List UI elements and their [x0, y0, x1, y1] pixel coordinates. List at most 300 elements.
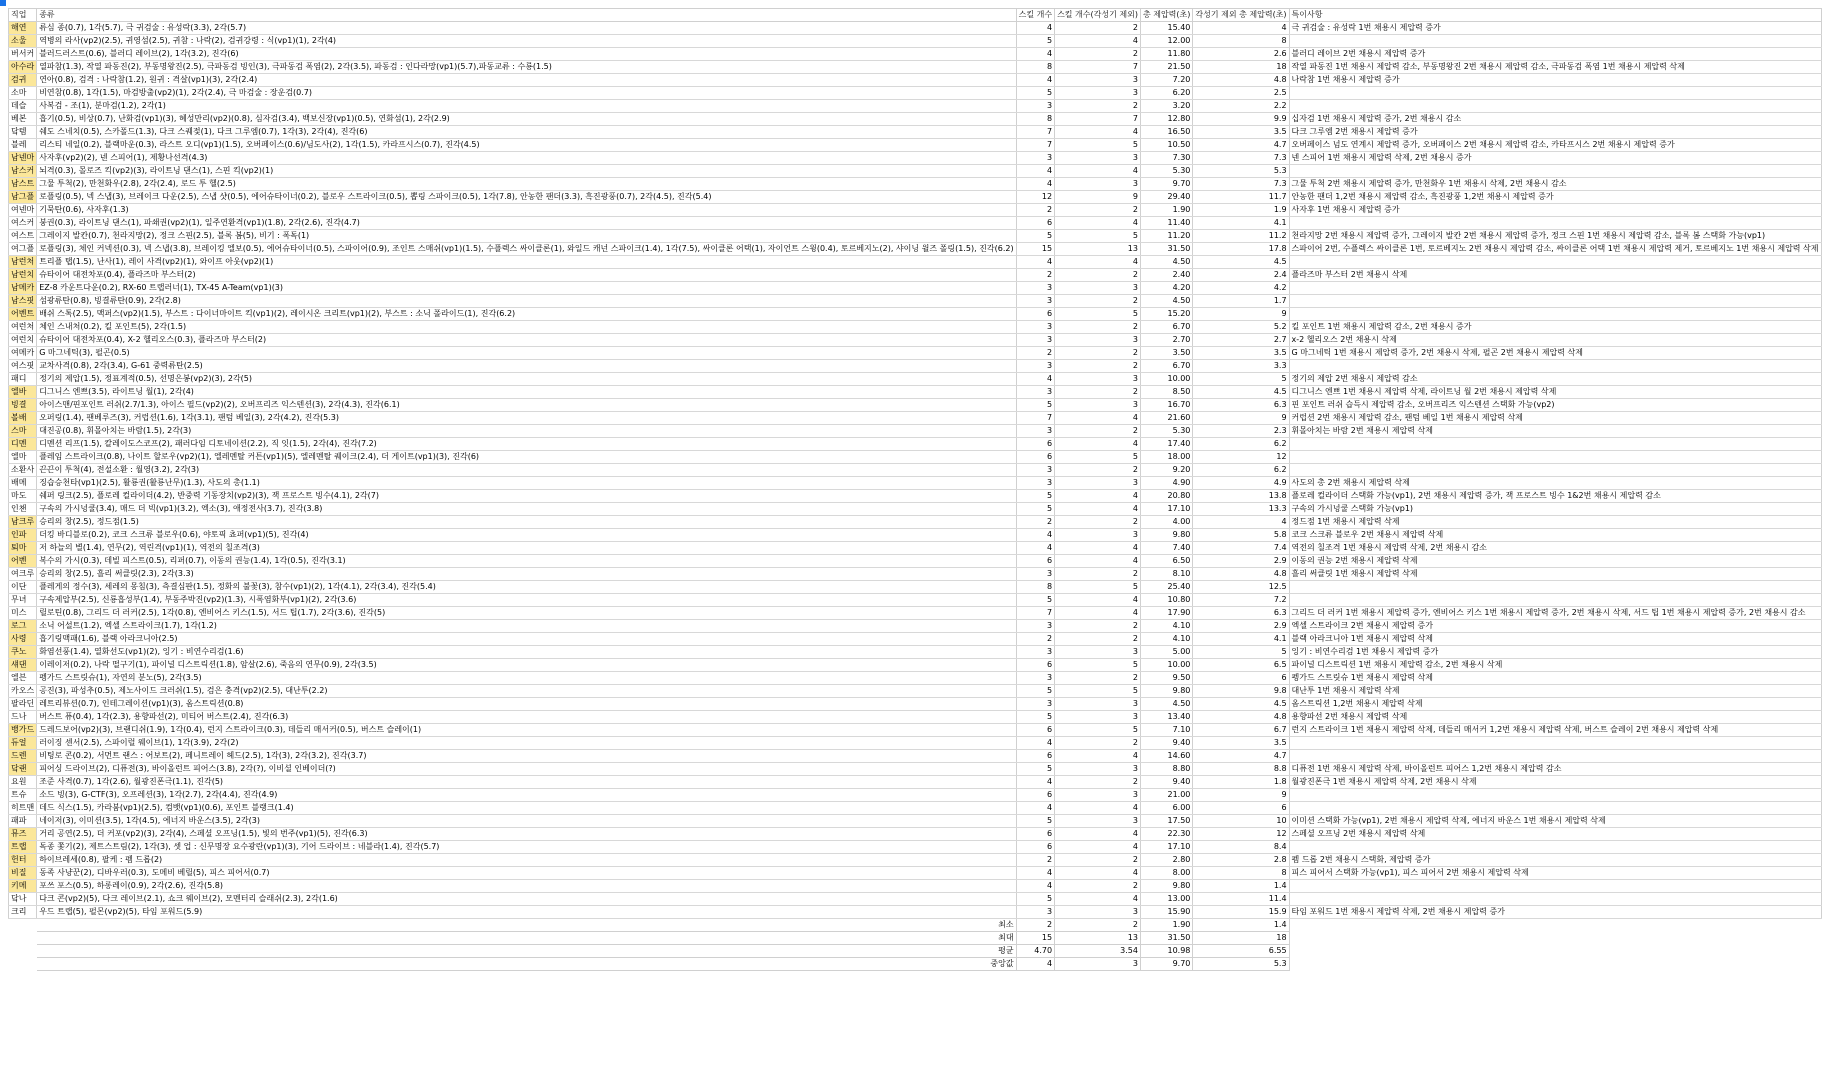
cell-job[interactable]: 드렌: [9, 750, 37, 763]
cell-job[interactable]: 헌터: [9, 854, 37, 867]
cell-job[interactable]: 패파: [9, 815, 37, 828]
cell-note[interactable]: [1289, 789, 1821, 802]
cell-skills-ex[interactable]: 2: [1055, 776, 1141, 789]
cell-skills[interactable]: 2: [1016, 516, 1054, 529]
cell-kinds[interactable]: 슈타이어 대전차포(0.4), X-2 헬리오스(0.3), 플라즈마 부스터(2): [37, 334, 1016, 347]
cell-note[interactable]: 구속의 가시넝쿨 스택화 가능(vp1): [1289, 503, 1821, 516]
cell-note[interactable]: [1289, 295, 1821, 308]
cell-total-ex[interactable]: 6.2: [1193, 438, 1289, 451]
cell-note[interactable]: 넨 스피어 1번 채용시 제압력 삭제, 2번 채용시 증가: [1289, 152, 1821, 165]
cell-job[interactable]: 아수라: [9, 61, 37, 74]
cell-total[interactable]: 10.80: [1140, 594, 1192, 607]
cell-skills-ex[interactable]: 4: [1055, 607, 1141, 620]
cell-total[interactable]: 17.10: [1140, 503, 1192, 516]
cell-skills[interactable]: 4: [1016, 867, 1054, 880]
cell-skills-ex[interactable]: 3: [1055, 789, 1141, 802]
cell-skills-ex[interactable]: 2: [1055, 295, 1141, 308]
cell-skills[interactable]: 2: [1016, 347, 1054, 360]
cell-skills[interactable]: 2: [1016, 633, 1054, 646]
cell-total[interactable]: 9.70: [1140, 178, 1192, 191]
cell-job[interactable]: 드나: [9, 711, 37, 724]
cell-skills[interactable]: 4: [1016, 74, 1054, 87]
cell-kinds[interactable]: G 마그네틱(3), 펄곤(0.5): [37, 347, 1016, 360]
cell-job[interactable]: 여스트: [9, 230, 37, 243]
cell-job[interactable]: 여크루: [9, 568, 37, 581]
cell-total[interactable]: 7.10: [1140, 724, 1192, 737]
cell-skills-ex[interactable]: 13: [1055, 243, 1141, 256]
cell-kinds[interactable]: 구속의 가시넝쿨(3.4), 매드 더 빅(vp1)(3.2), 엑소(3), 애정전사(3.7), 진각(3.8): [37, 503, 1016, 516]
summary-total-ex[interactable]: 5.3: [1193, 958, 1289, 971]
cell-skills[interactable]: 6: [1016, 659, 1054, 672]
cell-job[interactable]: 남런치: [9, 269, 37, 282]
cell-note[interactable]: 엑셀 스트라이크 2번 채용시 제압력 증가: [1289, 620, 1821, 633]
cell-total-ex[interactable]: 7.4: [1193, 542, 1289, 555]
cell-total-ex[interactable]: 2.9: [1193, 620, 1289, 633]
cell-skills[interactable]: 5: [1016, 711, 1054, 724]
cell-total-ex[interactable]: 8: [1193, 867, 1289, 880]
cell-skills[interactable]: 4: [1016, 373, 1054, 386]
cell-skills-ex[interactable]: 2: [1055, 620, 1141, 633]
cell-job[interactable]: 이단: [9, 581, 37, 594]
cell-job[interactable]: 크리: [9, 906, 37, 919]
cell-skills-ex[interactable]: 4: [1055, 828, 1141, 841]
cell-kinds[interactable]: 펭가드 스트릿슈(1), 자연의 분노(5), 2각(3.5): [37, 672, 1016, 685]
cell-kinds[interactable]: 쉐퍼 링크(2.5), 플로레 컬라이더(4.2), 반중력 기동장치(vp2)(3), 잭 프로스트 빙수(4.1), 2각(7): [37, 490, 1016, 503]
cell-total-ex[interactable]: 7.3: [1193, 178, 1289, 191]
cell-note[interactable]: [1289, 880, 1821, 893]
cell-skills[interactable]: 5: [1016, 87, 1054, 100]
cell-total[interactable]: 5.30: [1140, 425, 1192, 438]
cell-blank[interactable]: [9, 932, 37, 945]
cell-skills-ex[interactable]: 2: [1055, 22, 1141, 35]
cell-job[interactable]: 남런처: [9, 256, 37, 269]
cell-total[interactable]: 6.20: [1140, 87, 1192, 100]
cell-total-ex[interactable]: 9: [1193, 412, 1289, 425]
cell-total-ex[interactable]: 6.3: [1193, 399, 1289, 412]
cell-skills-ex[interactable]: 3: [1055, 152, 1141, 165]
cell-job[interactable]: 여런처: [9, 321, 37, 334]
cell-note[interactable]: [1289, 35, 1821, 48]
cell-skills-ex[interactable]: 7: [1055, 113, 1141, 126]
cell-total[interactable]: 15.90: [1140, 906, 1192, 919]
cell-skills-ex[interactable]: 4: [1055, 217, 1141, 230]
cell-kinds[interactable]: 복수의 가시(0.3), 데빌 피스트(0.5), 리퍼(0.7), 이동의 권능(1.4), 1각(0.5), 진각(3.1): [37, 555, 1016, 568]
cell-skills[interactable]: 5: [1016, 815, 1054, 828]
cell-total[interactable]: 11.80: [1140, 48, 1192, 61]
cell-total[interactable]: 4.50: [1140, 256, 1192, 269]
cell-kinds[interactable]: 연아(0.8), 검격 : 나락참(1.2), 원귀 : 격살(vp1)(3), 2각(2.4): [37, 74, 1016, 87]
cell-note[interactable]: [1289, 594, 1821, 607]
cell-total-ex[interactable]: 6.7: [1193, 724, 1289, 737]
cell-skills-ex[interactable]: 3: [1055, 87, 1141, 100]
cell-job[interactable]: 남메카: [9, 282, 37, 295]
cell-job[interactable]: 디멘: [9, 438, 37, 451]
cell-kinds[interactable]: 붕권(0.3), 라이트닝 댄스(1), 파쇄권(vp2)(1), 일주연환격(vp1)(1.8), 2각(2.6), 진각(4.7): [37, 217, 1016, 230]
cell-note[interactable]: 스페셜 오프닝 2번 채용시 제압력 삭제: [1289, 828, 1821, 841]
cell-job[interactable]: 버서커: [9, 48, 37, 61]
cell-skills-ex[interactable]: 4: [1055, 490, 1141, 503]
cell-note[interactable]: 그리드 더 러커 1번 채용시 제압력 증가, 엔비어스 키스 1번 채용시 제압력 증가, 2번 채용시 삭제, 서드 팁 1번 채용시 제압력 증가, 2번 채용시 감소: [1289, 607, 1821, 620]
cell-note[interactable]: 옴스트릭션 1,2번 채용시 제압력 삭제: [1289, 698, 1821, 711]
cell-total-ex[interactable]: 3.3: [1193, 360, 1289, 373]
cell-note[interactable]: 십자검 1번 채용시 제압력 증가, 2번 채용시 감소: [1289, 113, 1821, 126]
cell-job[interactable]: 로그: [9, 620, 37, 633]
cell-kinds[interactable]: 구속제압부(2.5), 신룡흡성부(1.4), 부동주박진(vp2)(1.3), 시폭염화부(vp1)(2), 2각(3.6): [37, 594, 1016, 607]
cell-kinds[interactable]: 더킹 바디블로(0.2), 코크 스크류 블로우(0.6), 야토픽 쵸퍼(vp1)(5), 진각(4): [37, 529, 1016, 542]
cell-note[interactable]: 대난투 1번 채용시 제압력 삭제: [1289, 685, 1821, 698]
cell-kinds[interactable]: 체인 스내처(0.2), 킬 포인트(5), 2각(1.5): [37, 321, 1016, 334]
cell-skills[interactable]: 5: [1016, 594, 1054, 607]
cell-skills[interactable]: 3: [1016, 334, 1054, 347]
cell-skills[interactable]: 3: [1016, 568, 1054, 581]
cell-skills[interactable]: 3: [1016, 282, 1054, 295]
cell-job[interactable]: 여넨마: [9, 204, 37, 217]
cell-job[interactable]: 인챈: [9, 503, 37, 516]
cell-total[interactable]: 9.80: [1140, 685, 1192, 698]
cell-note[interactable]: 사도의 총 2번 채용시 제압력 삭제: [1289, 477, 1821, 490]
cell-kinds[interactable]: 류심 종(0.7), 1각(5.7), 극 귀검술 : 유성락(3.3), 2각(5.7): [37, 22, 1016, 35]
cell-skills-ex[interactable]: 2: [1055, 464, 1141, 477]
cell-kinds[interactable]: 소드 빙(3), G-CTF(3), 오프레션(3), 1각(2.7), 2각(4.4), 진각(4.9): [37, 789, 1016, 802]
cell-kinds[interactable]: 뇌격(0.3), 몰로즈 킥(vp2)(3), 라이트닝 댄스(1), 스핀 킥(vp2)(1): [37, 165, 1016, 178]
summary-label[interactable]: 최대: [37, 932, 1016, 945]
cell-note[interactable]: [1289, 893, 1821, 906]
cell-total[interactable]: 11.40: [1140, 217, 1192, 230]
cell-total-ex[interactable]: 1.7: [1193, 295, 1289, 308]
cell-skills-ex[interactable]: 2: [1055, 672, 1141, 685]
cell-skills-ex[interactable]: 4: [1055, 126, 1141, 139]
cell-skills-ex[interactable]: 4: [1055, 750, 1141, 763]
cell-kinds[interactable]: 플레게의 정수(3), 세레의 몽침(3), 측결심판(1.5), 정화의 불꽃(3), 참수(vp1)(2), 1각(4.1), 2각(3.4), 진각(5.4): [37, 581, 1016, 594]
cell-skills[interactable]: 3: [1016, 906, 1054, 919]
cell-skills-ex[interactable]: 4: [1055, 438, 1141, 451]
cell-total-ex[interactable]: 4.5: [1193, 256, 1289, 269]
cell-total[interactable]: 4.00: [1140, 516, 1192, 529]
cell-blank[interactable]: [1289, 958, 1821, 971]
cell-skills-ex[interactable]: 3: [1055, 763, 1141, 776]
cell-skills[interactable]: 3: [1016, 646, 1054, 659]
cell-kinds[interactable]: 사복검 - 조(1), 분마검(1.2), 2각(1): [37, 100, 1016, 113]
cell-kinds[interactable]: 이레이저(0.2), 나락 떨구기(1), 파이널 디스트릭션(1.8), 암살(2.6), 죽음의 연무(0.9), 2각(3.5): [37, 659, 1016, 672]
cell-kinds[interactable]: 로플링(3), 체인 커넥션(0.3), 넥 스냅(3.8), 브레이킹 엘보(0.5), 에어슈타이너(0.5), 스파이어(0.9), 조인트 스매쉬(vp1)(1.5), 수플렉스 싸이클론(1), 와일드 캐넌 스파이크(1.4), 1각(7.5), 싸이클론 어택(1), 자이언트 스윙(0.4), 토르베지노(2), 샤이닝 윌즈 폴링(1.5), 진각(6.2): [37, 243, 1016, 256]
cell-blank[interactable]: [9, 945, 37, 958]
cell-note[interactable]: 이미션 스택화 가능(vp1), 2번 채용시 제압력 삭제, 에너지 바운스 1번 채용시 제압력 삭제: [1289, 815, 1821, 828]
cell-note[interactable]: 핀 포인트 러쉬 습득시 제압력 감소, 오버프리즈 익스텐션 스택화 가능(vp2): [1289, 399, 1821, 412]
cell-total[interactable]: 9.80: [1140, 529, 1192, 542]
cell-skills-ex[interactable]: 3: [1055, 529, 1141, 542]
cell-total[interactable]: 18.00: [1140, 451, 1192, 464]
cell-job[interactable]: 소마: [9, 87, 37, 100]
cell-total[interactable]: 12.80: [1140, 113, 1192, 126]
cell-skills[interactable]: 6: [1016, 828, 1054, 841]
cell-total[interactable]: 9.40: [1140, 776, 1192, 789]
cell-note[interactable]: 타임 포워드 1번 채용시 제압력 삭제, 2번 채용시 제압력 증가: [1289, 906, 1821, 919]
cell-job[interactable]: 팔라딘: [9, 698, 37, 711]
cell-total[interactable]: 25.40: [1140, 581, 1192, 594]
cell-job[interactable]: 엘마: [9, 451, 37, 464]
cell-skills[interactable]: 15: [1016, 243, 1054, 256]
cell-total[interactable]: 7.30: [1140, 152, 1192, 165]
cell-skills[interactable]: 5: [1016, 763, 1054, 776]
cell-note[interactable]: 커럽션 2번 채용시 제압력 감소, 팬텀 베일 1번 채용시 제압력 삭제: [1289, 412, 1821, 425]
cell-skills-ex[interactable]: 2: [1055, 321, 1141, 334]
cell-job[interactable]: 엘븐: [9, 672, 37, 685]
cell-total-ex[interactable]: 18: [1193, 61, 1289, 74]
cell-note[interactable]: 디그니스 엔쁘 1번 채용시 제압력 삭제, 라이트닝 월 2번 채용시 제압력 삭제: [1289, 386, 1821, 399]
cell-skills[interactable]: 6: [1016, 308, 1054, 321]
cell-kinds[interactable]: EZ-8 카운트다운(0.2), RX-60 트랩러너(1), TX-45 A-Team(vp1)(3): [37, 282, 1016, 295]
cell-total[interactable]: 29.40: [1140, 191, 1192, 204]
cell-total-ex[interactable]: 10: [1193, 815, 1289, 828]
cell-total-ex[interactable]: 4.8: [1193, 74, 1289, 87]
cell-job[interactable]: 소환사: [9, 464, 37, 477]
cell-total[interactable]: 10.00: [1140, 373, 1192, 386]
cell-job[interactable]: 요원: [9, 776, 37, 789]
summary-total[interactable]: 9.70: [1140, 958, 1192, 971]
cell-total[interactable]: 16.70: [1140, 399, 1192, 412]
cell-total[interactable]: 3.50: [1140, 347, 1192, 360]
cell-total-ex[interactable]: 4.5: [1193, 698, 1289, 711]
cell-blank[interactable]: [1289, 945, 1821, 958]
cell-note[interactable]: [1289, 308, 1821, 321]
cell-skills[interactable]: 4: [1016, 256, 1054, 269]
summary-skills-ex[interactable]: 13: [1055, 932, 1141, 945]
cell-job[interactable]: 뮤즈: [9, 828, 37, 841]
cell-kinds[interactable]: 조준 사격(0.7), 1각(2.6), 월광진폰극(1.1), 진각(5): [37, 776, 1016, 789]
cell-job[interactable]: 여스커: [9, 217, 37, 230]
cell-kinds[interactable]: 러이징 센서(2.5), 스파이럴 웨이브(1), 1각(3.9), 2각(2): [37, 737, 1016, 750]
cell-skills-ex[interactable]: 2: [1055, 568, 1141, 581]
cell-total-ex[interactable]: 3.5: [1193, 347, 1289, 360]
cell-job[interactable]: 섀댄: [9, 659, 37, 672]
cell-total[interactable]: 8.00: [1140, 867, 1192, 880]
cell-note[interactable]: 펭가드 스트릿슈 1번 채용시 제압력 삭제: [1289, 672, 1821, 685]
cell-kinds[interactable]: 데드 식스(1.5), 카라붐(vp1)(2.5), 컴뱃(vp1)(0.6), 포인트 블랭크(1.4): [37, 802, 1016, 815]
cell-job[interactable]: 남넨마: [9, 152, 37, 165]
cell-note[interactable]: 다크 그루엠 2번 채용시 제압력 증가: [1289, 126, 1821, 139]
cell-note[interactable]: 이동의 권능 2번 채용시 제압력 삭제: [1289, 555, 1821, 568]
cell-skills-ex[interactable]: 4: [1055, 412, 1141, 425]
cell-skills-ex[interactable]: 5: [1055, 139, 1141, 152]
cell-job[interactable]: 남스트: [9, 178, 37, 191]
cell-total-ex[interactable]: 6.2: [1193, 464, 1289, 477]
cell-total-ex[interactable]: 6.5: [1193, 659, 1289, 672]
cell-total-ex[interactable]: 9.8: [1193, 685, 1289, 698]
cell-total-ex[interactable]: 5.3: [1193, 165, 1289, 178]
cell-note[interactable]: 정드점 1번 채용시 제압력 삭제: [1289, 516, 1821, 529]
cell-total-ex[interactable]: 12: [1193, 451, 1289, 464]
cell-job[interactable]: 남스커: [9, 165, 37, 178]
cell-total-ex[interactable]: 4.1: [1193, 217, 1289, 230]
cell-skills-ex[interactable]: 3: [1055, 698, 1141, 711]
cell-note[interactable]: 잉기 : 비연수리검 1번 채용시 제압력 증가: [1289, 646, 1821, 659]
cell-total-ex[interactable]: 4: [1193, 516, 1289, 529]
cell-total-ex[interactable]: 2.9: [1193, 555, 1289, 568]
cell-note[interactable]: [1289, 802, 1821, 815]
cell-skills-ex[interactable]: 4: [1055, 503, 1141, 516]
cell-kinds[interactable]: 비팅로 콘(0.2), 서먼트 랜스 : 어보트(2), 페니트레이 헤드(2.5), 1각(3), 2각(3.2), 진각(3.7): [37, 750, 1016, 763]
cell-job[interactable]: 카오스: [9, 685, 37, 698]
cell-total-ex[interactable]: 2.6: [1193, 48, 1289, 61]
cell-kinds[interactable]: 징습승천타(vp1)(2.5), 활룡권(활룡난무)(1.3), 사도의 총(1.1): [37, 477, 1016, 490]
cell-job[interactable]: 남그플: [9, 191, 37, 204]
header-total-ex[interactable]: 각성기 제외 총 제압력(초): [1193, 9, 1289, 22]
header-skills[interactable]: 스킬 개수: [1016, 9, 1054, 22]
cell-skills[interactable]: 5: [1016, 230, 1054, 243]
cell-total-ex[interactable]: 5: [1193, 373, 1289, 386]
summary-label[interactable]: 중앙값: [37, 958, 1016, 971]
cell-total[interactable]: 4.20: [1140, 282, 1192, 295]
cell-note[interactable]: 파이널 디스트릭션 1번 채용시 제압력 감소, 2번 채용시 삭제: [1289, 659, 1821, 672]
summary-skills-ex[interactable]: 2: [1055, 919, 1141, 932]
cell-job[interactable]: 마도: [9, 490, 37, 503]
cell-skills-ex[interactable]: 2: [1055, 386, 1141, 399]
cell-total-ex[interactable]: 13.3: [1193, 503, 1289, 516]
cell-total-ex[interactable]: 6: [1193, 802, 1289, 815]
cell-skills[interactable]: 3: [1016, 321, 1054, 334]
cell-total-ex[interactable]: 12: [1193, 828, 1289, 841]
cell-kinds[interactable]: 리스티 네일(0.2), 블랙마운(0.3), 라스트 오디(vp1)(1.5), 오버페이스(0.6)/님도사(2), 1각(1.5), 카라프시스(0.7), 진각(4.5): [37, 139, 1016, 152]
cell-note[interactable]: 극 귀검술 : 유성락 1번 채용시 제압력 증가: [1289, 22, 1821, 35]
summary-total-ex[interactable]: 18: [1193, 932, 1289, 945]
cell-skills[interactable]: 5: [1016, 685, 1054, 698]
cell-skills-ex[interactable]: 3: [1055, 282, 1141, 295]
cell-total[interactable]: 5.00: [1140, 646, 1192, 659]
cell-job[interactable]: 여스핏: [9, 360, 37, 373]
cell-skills-ex[interactable]: 7: [1055, 61, 1141, 74]
cell-note[interactable]: 월광진폰극 1번 채용시 제압력 삭제, 2번 채용시 삭제: [1289, 776, 1821, 789]
summary-total-ex[interactable]: 6.55: [1193, 945, 1289, 958]
cell-note[interactable]: 안농한 팬더 1,2번 채용시 제압력 감소, 흑진광풍 1,2번 채용시 제압력 증가: [1289, 191, 1821, 204]
cell-job[interactable]: 닼랜: [9, 763, 37, 776]
cell-total-ex[interactable]: 2.4: [1193, 269, 1289, 282]
cell-job[interactable]: 키메: [9, 880, 37, 893]
cell-total-ex[interactable]: 13.8: [1193, 490, 1289, 503]
cell-skills[interactable]: 6: [1016, 217, 1054, 230]
cell-kinds[interactable]: 사자후(vp2)(2), 넨 스피어(1), 제황나선격(4.3): [37, 152, 1016, 165]
summary-skills[interactable]: 2: [1016, 919, 1054, 932]
summary-skills[interactable]: 15: [1016, 932, 1054, 945]
cell-total[interactable]: 13.00: [1140, 893, 1192, 906]
cell-skills[interactable]: 2: [1016, 269, 1054, 282]
cell-job[interactable]: 블레: [9, 139, 37, 152]
cell-note[interactable]: [1289, 282, 1821, 295]
cell-selection-corner[interactable]: [0, 0, 6, 6]
cell-kinds[interactable]: 섬광류탄(0.8), 빙결류탄(0.9), 2각(2.8): [37, 295, 1016, 308]
cell-job[interactable]: 남스핏: [9, 295, 37, 308]
cell-note[interactable]: x-2 헬리오스 2번 채용시 삭제: [1289, 334, 1821, 347]
cell-skills-ex[interactable]: 3: [1055, 646, 1141, 659]
cell-total-ex[interactable]: 4.7: [1193, 750, 1289, 763]
cell-total-ex[interactable]: 4.2: [1193, 282, 1289, 295]
cell-kinds[interactable]: 플레임 스트라이크(0.8), 나이트 할로우(vp2)(1), 엘레멘탈 커튼(vp1)(5), 엘레멘탈 퀘이크(2.4), 더 게이트(vp1)(3), 진각(6): [37, 451, 1016, 464]
cell-kinds[interactable]: 비연참(0.8), 1각(1.5), 마검방출(vp2)(1), 2각(2.4), 극 마검술 : 장운검(0.7): [37, 87, 1016, 100]
cell-skills[interactable]: 3: [1016, 620, 1054, 633]
summary-total[interactable]: 10.98: [1140, 945, 1192, 958]
cell-kinds[interactable]: 버스트 퓨(0.4), 1각(2.3), 용향파선(2), 미티어 버스트(2.4), 진각(6.3): [37, 711, 1016, 724]
cell-total-ex[interactable]: 4.7: [1193, 139, 1289, 152]
cell-kinds[interactable]: 정기의 제압(1.5), 정표계적(0.5), 선명은봉(vp2)(3), 2각(5): [37, 373, 1016, 386]
cell-skills-ex[interactable]: 2: [1055, 425, 1141, 438]
cell-job[interactable]: 어벤트: [9, 308, 37, 321]
cell-total-ex[interactable]: 4.5: [1193, 386, 1289, 399]
summary-total[interactable]: 31.50: [1140, 932, 1192, 945]
cell-skills-ex[interactable]: 5: [1055, 581, 1141, 594]
cell-job[interactable]: 사령: [9, 633, 37, 646]
cell-total[interactable]: 2.40: [1140, 269, 1192, 282]
cell-skills[interactable]: 6: [1016, 451, 1054, 464]
cell-total-ex[interactable]: 2.8: [1193, 854, 1289, 867]
cell-skills-ex[interactable]: 2: [1055, 737, 1141, 750]
cell-job[interactable]: 데슬: [9, 100, 37, 113]
cell-total-ex[interactable]: 6: [1193, 672, 1289, 685]
cell-total-ex[interactable]: 15.9: [1193, 906, 1289, 919]
cell-total[interactable]: 2.70: [1140, 334, 1192, 347]
cell-total[interactable]: 6.70: [1140, 360, 1192, 373]
cell-skills[interactable]: 3: [1016, 425, 1054, 438]
summary-label[interactable]: 평균: [37, 945, 1016, 958]
cell-skills[interactable]: 3: [1016, 386, 1054, 399]
cell-skills[interactable]: 6: [1016, 750, 1054, 763]
cell-skills-ex[interactable]: 2: [1055, 360, 1141, 373]
cell-kinds[interactable]: 소닉 어설트(1.2), 엑셀 스트라이크(1.7), 1각(1.2): [37, 620, 1016, 633]
cell-total[interactable]: 11.20: [1140, 230, 1192, 243]
cell-total-ex[interactable]: 7.3: [1193, 152, 1289, 165]
cell-kinds[interactable]: 다크 콘(vp2)(5), 다크 레이브(2.1), 쇼크 웨이브(2), 모멘터리 슬래쉬(2.3), 2각(1.6): [37, 893, 1016, 906]
cell-kinds[interactable]: 릴로틴(0.8), 그리드 더 러커(2.5), 1각(0.8), 엔비어스 키스(1.5), 서드 팁(1.7), 2각(3.6), 진각(5): [37, 607, 1016, 620]
cell-kinds[interactable]: 화염선풍(1.4), 열화선도(vp1)(2), 잉기 : 비연수리검(1.6): [37, 646, 1016, 659]
cell-skills[interactable]: 6: [1016, 555, 1054, 568]
cell-note[interactable]: 스파이어 2번, 수플렉스 싸이클론 1번, 토르베지노 2번 채용시 제압력 감소, 싸이클론 어택 1번 채용시 제압력 제거, 토르베지노 1번 채용시 제압력 삭제: [1289, 243, 1821, 256]
cell-total[interactable]: 17.50: [1140, 815, 1192, 828]
cell-total-ex[interactable]: 9.9: [1193, 113, 1289, 126]
cell-note[interactable]: 그물 투척 2번 채용시 제압력 증가, 만천화우 1번 채용시 삭제, 2번 채용시 감소: [1289, 178, 1821, 191]
cell-skills[interactable]: 8: [1016, 581, 1054, 594]
cell-kinds[interactable]: 우드 트랩(5), 펄몬(vp2)(5), 타임 포워드(5.9): [37, 906, 1016, 919]
cell-total-ex[interactable]: 8.8: [1193, 763, 1289, 776]
cell-job[interactable]: 히트맨: [9, 802, 37, 815]
cell-skills-ex[interactable]: 4: [1055, 867, 1141, 880]
cell-skills-ex[interactable]: 2: [1055, 347, 1141, 360]
header-note[interactable]: 특이사항: [1289, 9, 1821, 22]
cell-total[interactable]: 3.20: [1140, 100, 1192, 113]
cell-skills-ex[interactable]: 5: [1055, 308, 1141, 321]
header-total[interactable]: 총 제압력(초): [1140, 9, 1192, 22]
header-skills-ex[interactable]: 스킬 개수(각성기 제외): [1055, 9, 1141, 22]
summary-total-ex[interactable]: 1.4: [1193, 919, 1289, 932]
cell-total-ex[interactable]: 2.3: [1193, 425, 1289, 438]
cell-total-ex[interactable]: 4.8: [1193, 711, 1289, 724]
summary-skills-ex[interactable]: 3: [1055, 958, 1141, 971]
cell-total-ex[interactable]: 17.8: [1193, 243, 1289, 256]
cell-note[interactable]: [1289, 217, 1821, 230]
cell-skills[interactable]: 4: [1016, 529, 1054, 542]
cell-total-ex[interactable]: 4.8: [1193, 568, 1289, 581]
cell-job[interactable]: 트슈: [9, 789, 37, 802]
cell-job[interactable]: 소울: [9, 35, 37, 48]
cell-job[interactable]: 어벤: [9, 555, 37, 568]
cell-total[interactable]: 5.30: [1140, 165, 1192, 178]
cell-kinds[interactable]: 역병의 라사(vp2)(2.5), 귀영섬(2.5), 귀참 : 나락(2), 검귀강령 : 식(vp1)(1), 2각(4): [37, 35, 1016, 48]
cell-note[interactable]: [1289, 464, 1821, 477]
cell-skills-ex[interactable]: 3: [1055, 399, 1141, 412]
cell-skills-ex[interactable]: 5: [1055, 451, 1141, 464]
cell-job[interactable]: 여런치: [9, 334, 37, 347]
cell-skills[interactable]: 5: [1016, 399, 1054, 412]
cell-total-ex[interactable]: 2.7: [1193, 334, 1289, 347]
cell-blank[interactable]: [9, 919, 37, 932]
cell-skills-ex[interactable]: 3: [1055, 334, 1141, 347]
